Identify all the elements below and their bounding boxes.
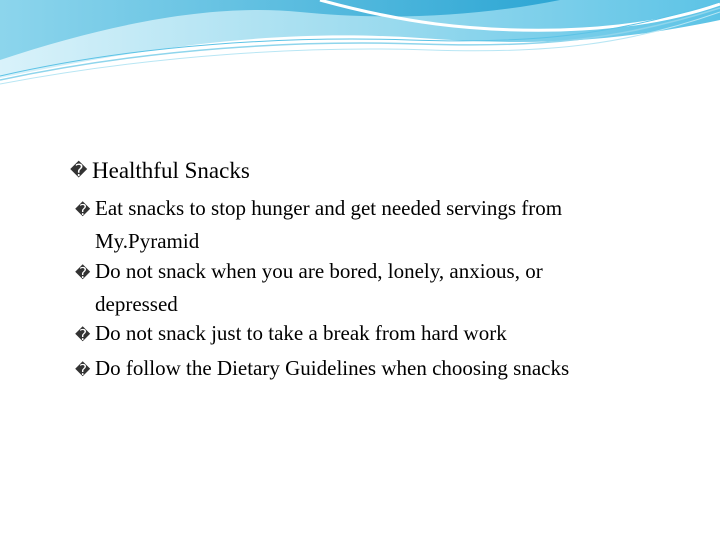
list-item bbox=[75, 193, 695, 257]
bullet-icon: � bbox=[70, 161, 88, 181]
sub-bullet-icon: � bbox=[75, 264, 91, 282]
list-item bbox=[75, 353, 695, 386]
slide-heading bbox=[70, 157, 250, 185]
list-item-text: Eat snacks to stop hunger and get needed servings from bbox=[95, 196, 563, 220]
list-item bbox=[75, 256, 695, 320]
list-item-text: Do not snack when you are bored, lonely, anxious, or bbox=[95, 259, 543, 283]
list-item-continuation: My.Pyramid bbox=[95, 229, 200, 253]
sub-bullet-icon: � bbox=[75, 326, 91, 344]
list-item-text: Do not snack just to take a break from hard work bbox=[95, 321, 507, 345]
list-item-text: Do follow the Dietary Guidelines when choosing snacks bbox=[95, 356, 570, 380]
list-item-continuation: depressed bbox=[95, 292, 178, 316]
sub-bullet-icon: � bbox=[75, 361, 91, 379]
heading-text: Healthful Snacks bbox=[92, 158, 250, 183]
sub-bullet-icon: � bbox=[75, 201, 91, 219]
list-item bbox=[75, 318, 695, 351]
